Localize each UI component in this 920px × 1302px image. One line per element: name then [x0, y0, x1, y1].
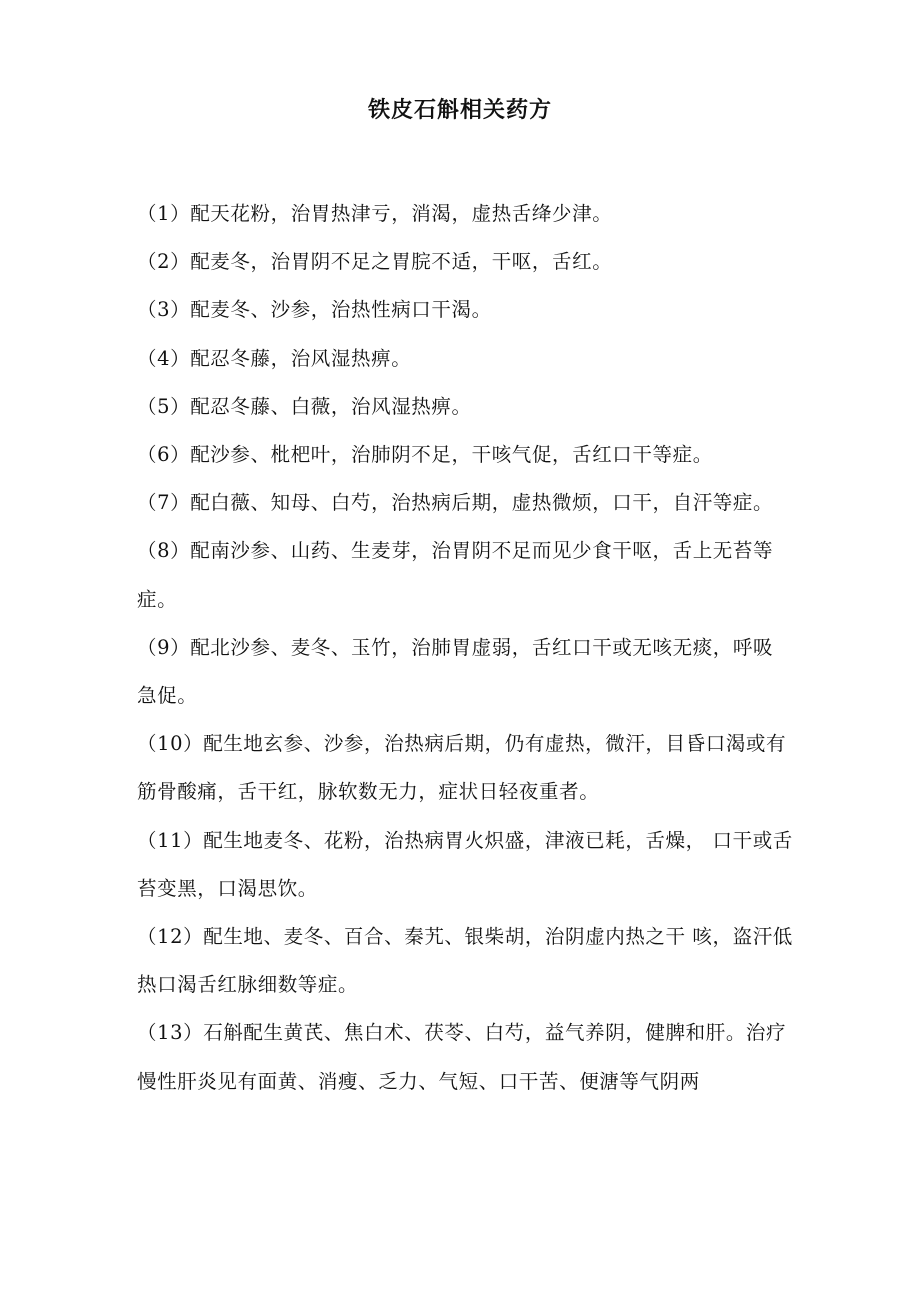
prescription-entry-12: （12）配生地、麦冬、百合、秦艽、银柴胡，治阴虚内热之干 咳，盗汗低热口渴舌红脉细数等症。: [137, 925, 793, 997]
prescription-entry-6: （6）配沙参、枇杷叶，治肺阴不足，干咳气促，舌红口干等症。: [137, 443, 713, 467]
document-body: [137, 190, 793, 1106]
prescription-entry-11: （11）配生地麦冬、花粉，治热病胃火炽盛，津液已耗，舌燥， 口干或舌苔变黑，口渴思饮。: [137, 828, 793, 900]
prescription-entry-2: （2）配麦冬，治胃阴不足之胃脘不适，干呕，舌红。: [137, 250, 613, 274]
prescription-entry-3: （3）配麦冬、沙参，治热性病口干渴。: [137, 298, 492, 322]
prescription-entry-13: （13）石斛配生黄芪、焦白术、茯苓、白芍，益气养阴，健脾和肝。治疗慢性肝炎见有面黄、消瘦、乏力、气短、口干苦、便溏等气阴两: [137, 1021, 787, 1093]
prescription-entry-8: （8）配南沙参、山药、生麦芽，治胃阴不足而见少食干呕，舌上无苔等症。: [137, 539, 774, 611]
prescription-entry-4: （4）配忍冬藤，治风湿热痹。: [137, 346, 412, 370]
document-title: 铁皮石斛相关药方: [367, 97, 552, 123]
prescription-entry-5: （5）配忍冬藤、白薇，治风湿热痹。: [137, 394, 472, 418]
prescription-entry-9: （9）配北沙参、麦冬、玉竹，治肺胃虚弱，舌红口干或无咳无痰，呼吸急促。: [137, 635, 774, 708]
prescription-entry-10: （10）配生地玄参、沙参，治热病后期，仍有虚热，微汗，目昏口渴或有筋骨酸痛，舌干红，脉软数无力，症状日轻夜重者。: [137, 732, 787, 804]
prescription-entry-7: （7）配白薇、知母、白芍，治热病后期，虚热微烦，口干，自汗等症。: [137, 491, 774, 515]
prescription-entry-1: （1）配天花粉，治胃热津亏，消渴，虚热舌绛少津。: [137, 202, 613, 225]
